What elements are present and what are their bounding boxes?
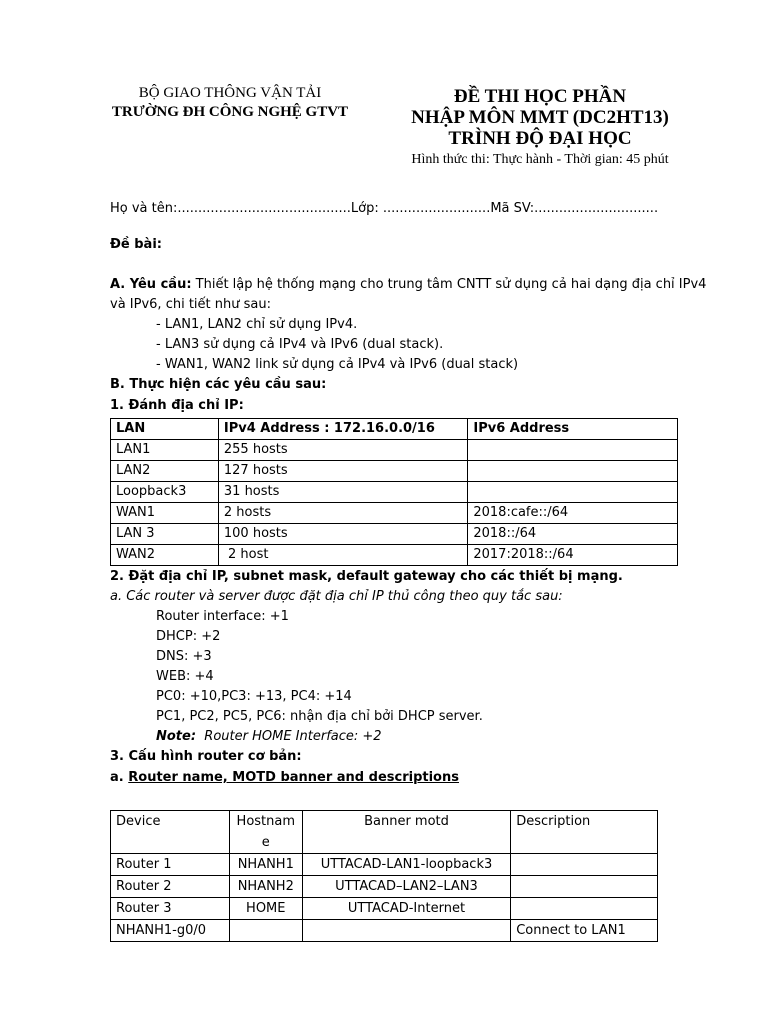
section-a-line2: và IPv6, chi tiết như sau: [110,297,271,312]
ip-address-table [110,418,678,566]
course-name: NHẬP MÔN MMT (DC2HT13) [411,107,669,128]
table-cell: NHANH1-g0/0 [111,920,230,942]
note-label: Note: [156,729,197,744]
table-row [111,920,658,942]
school-name: TRƯỜNG ĐH CÔNG NGHỆ GTVT [111,104,349,120]
section-a-text1: Thiết lập hệ thống mạng cho trung tâm CNTT sử dụng cả hai dạng địa chỉ IPv4 [191,277,707,292]
table-cell: WAN1 [111,503,219,524]
header-cell: IPv6 Address [468,419,678,440]
table-header-row [111,811,658,854]
table-cell: NHANH1 [229,854,302,876]
header-cell: Hostnam e [229,811,302,854]
exam-title: ĐỀ THI HỌC PHẦN [453,86,627,107]
table-cell: 100 hosts [218,524,467,545]
step2-heading: 2. Đặt địa chỉ IP, subnet mask, default gateway cho các thiết bị mạng. [110,569,623,584]
step2a-text: a. Các router và server được đặt địa chỉ IP thủ công theo quy tắc sau: [110,589,563,604]
rule-item: DNS: +3 [156,649,212,664]
table-cell [302,920,510,942]
requirement-item: - WAN1, WAN2 link sử dụng cả IPv4 và IPv6 (dual stack) [156,357,519,372]
level: TRÌNH ĐỘ ĐẠI HỌC [448,128,632,149]
table-cell: Connect to LAN1 [511,920,658,942]
step3a-title: Router name, MOTD banner and descriptions [128,770,459,785]
rule-item: DHCP: +2 [156,629,221,644]
de-bai-heading: Đề bài: [110,237,162,252]
table-cell: 2017:2018::/64 [468,545,678,566]
table-cell: Loopback3 [111,482,219,503]
table-cell: 127 hosts [218,461,467,482]
table-header-row [111,419,678,440]
ministry-name: BỘ GIAO THÔNG VẬN TẢI [138,85,322,101]
table-row [111,876,658,898]
table-cell: UTTACAD–LAN2–LAN3 [302,876,510,898]
table-cell: Router 1 [111,854,230,876]
section-b-heading: B. Thực hiện các yêu cầu sau: [110,377,327,392]
table-cell: Router 2 [111,876,230,898]
table-row [111,545,678,566]
table-cell: LAN 3 [111,524,219,545]
table-cell: LAN1 [111,440,219,461]
table-cell: UTTACAD-LAN1-loopback3 [302,854,510,876]
ministry-header [100,84,360,122]
table-cell [511,876,658,898]
router-config-table [110,810,658,942]
rule-item: PC0: +10,PC3: +13, PC4: +14 [156,689,352,704]
table-cell: NHANH2 [229,876,302,898]
section-a-label: A. Yêu cầu: [110,277,192,292]
table-cell: 2 hosts [218,503,467,524]
rule-item: WEB: +4 [156,669,214,684]
header-cell: Banner motd [302,811,510,854]
rule-item: PC1, PC2, PC5, PC6: nhận địa chỉ bởi DHCP server. [156,709,483,724]
table-cell [229,920,302,942]
step1-heading: 1. Đánh địa chỉ IP: [110,398,244,413]
note-line [156,727,382,747]
table-cell: LAN2 [111,461,219,482]
table-cell: 2018::/64 [468,524,678,545]
table-cell [468,440,678,461]
rule-item: Router interface: +1 [156,609,289,624]
table-cell [468,482,678,503]
table-cell: 255 hosts [218,440,467,461]
exam-header [380,86,700,171]
table-cell: 31 hosts [218,482,467,503]
table-cell: HOME [229,898,302,920]
table-cell [511,898,658,920]
table-cell: Router 3 [111,898,230,920]
note-text: Router HOME Interface: +2 [196,729,382,744]
section-a-line1 [110,275,706,295]
table-cell [511,854,658,876]
table-cell: UTTACAD-Internet [302,898,510,920]
header-cell: Description [511,811,658,854]
table-row [111,482,678,503]
table-row [111,524,678,545]
table-row [111,503,678,524]
requirement-item: - LAN3 sử dụng cả IPv4 và IPv6 (dual stack). [156,337,444,352]
table-cell [468,461,678,482]
table-cell: 2 host [218,545,467,566]
table-row [111,854,658,876]
exam-format: Hình thức thi: Thực hành - Thời gian: 45 phút [411,152,669,167]
header-cell: LAN [111,419,219,440]
step3a-heading [110,768,459,788]
table-cell: 2018:cafe::/64 [468,503,678,524]
requirement-item: - LAN1, LAN2 chỉ sử dụng IPv4. [156,317,358,332]
step3-heading: 3. Cấu hình router cơ bản: [110,749,302,764]
step3a-prefix: a. [110,770,129,785]
header-cell: IPv4 Address : 172.16.0.0/16 [218,419,467,440]
table-row [111,898,658,920]
header-cell: Device [111,811,230,854]
table-cell: WAN2 [111,545,219,566]
student-info-line: Họ và tên:..........................................Lớp: ..........................Mã SV:.............................. [110,201,659,216]
table-row [111,461,678,482]
table-row [111,440,678,461]
